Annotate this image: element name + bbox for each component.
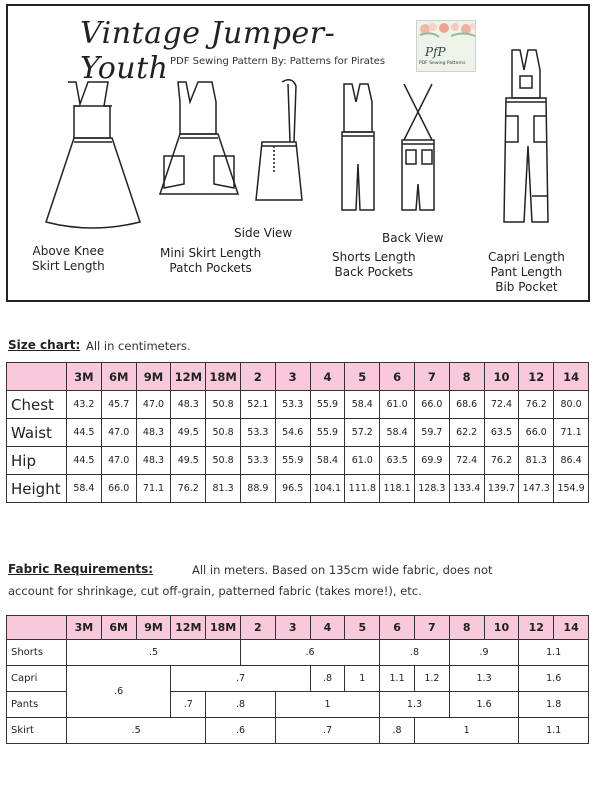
fabric-cell: .8 [206,692,276,718]
size-cell: 88.9 [240,475,275,503]
size-cell: 58.4 [345,391,380,419]
size-cell: 66.0 [414,391,449,419]
fabric-header-row [7,616,589,640]
size-cell: 57.2 [345,419,380,447]
size-cell: 50.8 [206,391,241,419]
size-cell: 154.9 [554,475,589,503]
fabric-cell: .8 [380,640,450,666]
fabric-note-line1: All in meters. Based on 135cm wide fabric, does not [192,563,493,577]
fabric-cell: 1.2 [414,666,449,692]
size-cell: 71.1 [554,419,589,447]
size-col-header: 3M [67,363,102,391]
size-cell: 68.6 [449,391,484,419]
caption-text: Mini Skirt Length Patch Pockets [160,246,262,275]
size-col-header: 3 [275,363,310,391]
size-col-header: 3 [275,616,310,640]
size-cell: 55.9 [310,419,345,447]
size-col-header: 5 [345,616,380,640]
fabric-cell: 1.6 [519,666,589,692]
size-cell: 96.5 [275,475,310,503]
size-row-label: Hip [7,447,67,475]
size-cell: 76.2 [519,391,554,419]
pattern-title: Vintage Jumper- Youth [80,16,336,86]
size-col-header: 7 [414,363,449,391]
flower-icon [417,21,477,43]
size-col-header: 12 [519,363,554,391]
caption-text: Shorts Length Back Pockets [332,250,416,279]
fabric-note-line2: account for shrinkage, cut off-grain, patterned fabric (takes more!), etc. [8,584,422,598]
size-cell: 72.4 [449,447,484,475]
size-cell: 59.7 [414,419,449,447]
size-chart-note: All in centimeters. [86,339,191,353]
size-col-header: 2 [240,363,275,391]
size-col-header: 4 [310,616,345,640]
size-cell: 55.9 [275,447,310,475]
capri-pant-sketch [488,46,568,236]
size-cell: 62.2 [449,419,484,447]
back-view-caption: Back View [382,231,444,245]
size-row-chest [7,391,589,419]
fabric-cell: .5 [67,718,206,744]
size-cell: 58.4 [67,475,102,503]
size-chart-table [6,362,589,503]
size-cell: 47.0 [136,391,171,419]
caption-text: Capri Length Pant Length Bib Pocket [488,250,565,294]
size-col-header: 4 [310,363,345,391]
size-col-header: 9M [136,363,171,391]
size-cell: 49.5 [171,419,206,447]
mini-skirt-caption [160,246,261,276]
above-knee-skirt-sketch [38,76,148,236]
size-cell: 81.3 [519,447,554,475]
size-cell: 49.5 [171,447,206,475]
size-cell: 53.3 [240,419,275,447]
fabric-cell: 1 [275,692,379,718]
size-col-header: 7 [414,616,449,640]
fabric-row-capri [7,666,589,692]
size-cell: 55.9 [310,391,345,419]
size-cell: 52.1 [240,391,275,419]
size-cell: 44.5 [67,419,102,447]
size-cell: 104.1 [310,475,345,503]
size-cell: 47.0 [101,447,136,475]
fabric-cell: .8 [310,666,345,692]
size-row-label: Height [7,475,67,503]
size-row-height [7,475,589,503]
size-col-header: 14 [554,363,589,391]
size-col-header: 8 [449,363,484,391]
fabric-cell: .5 [67,640,241,666]
size-col-header: 10 [484,363,519,391]
fabric-row-label: Capri [7,666,67,692]
size-cell: 50.8 [206,447,241,475]
size-col-header: 18M [206,616,241,640]
size-cell: 111.8 [345,475,380,503]
size-cell: 48.3 [136,419,171,447]
size-col-header: 6 [380,363,415,391]
size-cell: 47.0 [101,419,136,447]
size-cell: 54.6 [275,419,310,447]
size-col-header: 12M [171,616,206,640]
logo-text: PfP [425,45,446,59]
fabric-label: Fabric Requirements: [8,562,154,576]
size-col-header: 10 [484,616,519,640]
fabric-cell: .6 [240,640,379,666]
fabric-cell: .6 [206,718,276,744]
shorts-caption [332,250,416,280]
size-row-label: Waist [7,419,67,447]
fabric-cell: .7 [171,666,310,692]
size-col-header: 6M [101,616,136,640]
fabric-cell: .8 [380,718,415,744]
side-view-sketch [246,72,316,212]
size-row-waist [7,419,589,447]
size-header-row [7,363,589,391]
fabric-cell: 1.3 [449,666,519,692]
size-cell: 48.3 [136,447,171,475]
size-col-header: 3M [67,616,102,640]
fabric-cell: .7 [171,692,206,718]
fabric-cell: 1 [345,666,380,692]
size-cell: 139.7 [484,475,519,503]
size-col-header: 12 [519,616,554,640]
size-col-header: 8 [449,616,484,640]
shorts-front-sketch [328,80,388,220]
fabric-cell: 1.1 [519,640,589,666]
size-cell: 118.1 [380,475,415,503]
size-cell: 86.4 [554,447,589,475]
size-cell: 63.5 [484,419,519,447]
size-cell: 80.0 [554,391,589,419]
size-cell: 58.4 [380,419,415,447]
size-cell: 72.4 [484,391,519,419]
size-cell: 76.2 [484,447,519,475]
size-col-header: 12M [171,363,206,391]
size-row-hip [7,447,589,475]
fabric-cell: 1.6 [449,692,519,718]
size-cell: 44.5 [67,447,102,475]
fabric-cell: .9 [449,640,519,666]
fabric-cell: .6 [67,666,171,718]
size-cell: 48.3 [171,391,206,419]
fabric-row-label: Skirt [7,718,67,744]
size-col-header: 9M [136,616,171,640]
fabric-requirements-table [6,615,589,744]
size-cell: 63.5 [380,447,415,475]
table-corner [7,616,67,640]
size-cell: 58.4 [310,447,345,475]
size-cell: 76.2 [171,475,206,503]
logo-subtext: PDF Sewing Patterns [419,61,466,66]
pattern-header-box [6,4,590,302]
fabric-row-label: Pants [7,692,67,718]
size-cell: 71.1 [136,475,171,503]
size-col-header: 2 [240,616,275,640]
size-col-header: 18M [206,363,241,391]
fabric-cell: 1 [414,718,518,744]
fabric-cell: 1.3 [380,692,450,718]
fabric-cell: 1.1 [519,718,589,744]
capri-caption [488,250,565,295]
size-cell: 61.0 [345,447,380,475]
size-col-header: 14 [554,616,589,640]
size-chart-label: Size chart: [8,338,81,352]
size-cell: 45.7 [101,391,136,419]
table-corner [7,363,67,391]
size-cell: 61.0 [380,391,415,419]
size-cell: 147.3 [519,475,554,503]
pattern-subtitle: PDF Sewing Pattern By: Patterns for Pirates [170,56,386,67]
size-cell: 128.3 [414,475,449,503]
fabric-cell: 1.8 [519,692,589,718]
size-cell: 53.3 [240,447,275,475]
size-cell: 50.8 [206,419,241,447]
size-cell: 69.9 [414,447,449,475]
shorts-back-sketch [388,80,448,220]
fabric-row-shorts [7,640,589,666]
size-cell: 81.3 [206,475,241,503]
side-view-caption: Side View [234,226,293,240]
mini-skirt-sketch [150,76,250,206]
fabric-row-skirt [7,718,589,744]
size-col-header: 6 [380,616,415,640]
size-cell: 66.0 [101,475,136,503]
size-col-header: 6M [101,363,136,391]
above-knee-caption [32,244,105,274]
size-cell: 66.0 [519,419,554,447]
size-row-label: Chest [7,391,67,419]
fabric-cell: 1.1 [380,666,415,692]
fabric-cell: .7 [275,718,379,744]
size-col-header: 5 [345,363,380,391]
size-cell: 43.2 [67,391,102,419]
size-cell: 133.4 [449,475,484,503]
brand-logo [416,20,476,72]
caption-text: Above Knee Skirt Length [32,244,105,273]
fabric-row-label: Shorts [7,640,67,666]
size-cell: 53.3 [275,391,310,419]
